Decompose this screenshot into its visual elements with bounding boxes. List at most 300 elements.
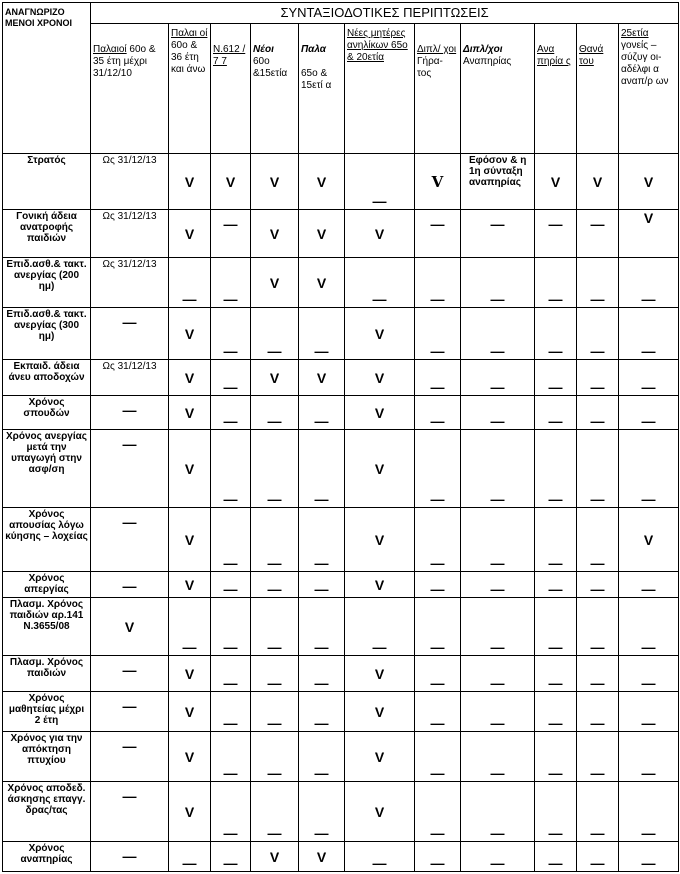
dash-mark: — — [223, 675, 238, 691]
check-cell — [169, 210, 211, 258]
dash-cell — [461, 308, 535, 360]
dash-mark: — — [548, 379, 563, 395]
col-header-main: Θανά του — [579, 44, 604, 67]
dash-mark: — — [548, 216, 563, 232]
dash-mark: — — [122, 848, 137, 864]
dash-mark: — — [490, 413, 505, 429]
check-cell — [577, 154, 619, 210]
dash-cell — [535, 572, 577, 598]
condition-note: Εφόσον & η 1η σύνταξη αναπηρίας — [469, 155, 527, 188]
dash-mark: — — [641, 675, 656, 691]
dash-mark: — — [490, 216, 505, 232]
dash-mark: — — [223, 855, 238, 871]
check-mark: V — [269, 173, 280, 190]
dash-cell — [461, 210, 535, 258]
dash-mark: — — [267, 581, 282, 597]
dash-mark: — — [430, 675, 445, 691]
dash-mark: — — [223, 581, 238, 597]
dash-cell — [535, 656, 577, 692]
dash-cell — [535, 430, 577, 508]
check-mark: V — [374, 803, 385, 820]
row-label: Επιδ.ασθ.& τακτ. ανεργίας (200 ημ) — [3, 258, 91, 308]
dash-mark: — — [267, 765, 282, 781]
dash-cell — [299, 598, 345, 656]
dash-mark: — — [641, 765, 656, 781]
dash-mark: — — [590, 413, 605, 429]
col-header-main: Διπλ/χοι — [463, 44, 503, 55]
col-header-main: Παλαι οί — [171, 28, 208, 39]
dash-mark: — — [430, 825, 445, 841]
table-row — [3, 656, 679, 692]
table-row — [3, 572, 679, 598]
dash-cell — [169, 842, 211, 872]
dash-mark: — — [122, 514, 137, 530]
dash-cell — [619, 782, 679, 842]
table-row — [3, 360, 679, 396]
dash-mark: — — [267, 715, 282, 731]
check-cell — [345, 656, 415, 692]
dash-mark: — — [641, 343, 656, 359]
col-header-old-65 — [299, 24, 345, 154]
col-header-sub: 65ο & 15ετί α — [301, 68, 332, 91]
dash-cell — [211, 508, 251, 572]
check-cell — [415, 154, 461, 210]
dash-mark: — — [223, 343, 238, 359]
table-row — [3, 782, 679, 842]
corner-label: ΑΝΑΓΝΩΡΙΖΟ ΜΕΝΟΙ ΧΡΟΝΟΙ — [3, 3, 91, 154]
dash-cell — [415, 598, 461, 656]
dash-cell — [535, 842, 577, 872]
check-mark: V — [316, 369, 327, 386]
dash-cell — [91, 396, 169, 430]
dash-mark: — — [590, 581, 605, 597]
dash-cell — [415, 692, 461, 732]
dash-mark: — — [641, 639, 656, 655]
dash-mark: — — [223, 216, 238, 232]
check-mark: V — [184, 703, 195, 720]
check-cell — [345, 508, 415, 572]
check-cell — [345, 572, 415, 598]
date-note: Ως 31/12/13 — [102, 211, 157, 222]
check-mark: V — [184, 665, 195, 682]
row-label: Στρατός — [3, 154, 91, 210]
dash-mark: — — [490, 379, 505, 395]
dash-mark: — — [267, 639, 282, 655]
dash-mark: — — [590, 765, 605, 781]
dash-mark: — — [223, 765, 238, 781]
dash-cell — [577, 782, 619, 842]
col-header-sub: 60ο & 35 έτη μέχρι 31/12/10 — [93, 44, 156, 79]
dash-mark: — — [122, 402, 137, 418]
dash-mark: — — [641, 491, 656, 507]
check-mark: V — [225, 173, 236, 190]
dash-mark: — — [590, 825, 605, 841]
check-mark: V — [269, 369, 280, 386]
dash-mark: — — [314, 639, 329, 655]
check-cell — [345, 430, 415, 508]
dash-mark: — — [490, 343, 505, 359]
check-cell — [345, 732, 415, 782]
dash-mark: — — [641, 825, 656, 841]
dash-cell — [415, 782, 461, 842]
condition-note-cell — [461, 154, 535, 210]
date-note: Ως 31/12/13 — [102, 361, 157, 372]
dash-cell — [415, 360, 461, 396]
check-mark: V — [316, 225, 327, 242]
dash-cell — [577, 692, 619, 732]
dash-cell — [299, 396, 345, 430]
check-cell — [619, 210, 679, 258]
dash-cell — [461, 360, 535, 396]
col-header-old-60-36 — [169, 24, 211, 154]
dash-mark: — — [641, 581, 656, 597]
dash-mark: — — [122, 738, 137, 754]
dash-cell — [577, 508, 619, 572]
dash-cell — [535, 598, 577, 656]
check-mark: V — [184, 325, 195, 342]
dash-cell — [619, 396, 679, 430]
dash-cell — [577, 842, 619, 872]
check-cell — [619, 154, 679, 210]
check-mark: V — [643, 531, 654, 548]
dash-cell — [211, 360, 251, 396]
dash-cell — [211, 572, 251, 598]
check-cell — [169, 656, 211, 692]
date-cell — [91, 360, 169, 396]
dash-mark: — — [267, 675, 282, 691]
dash-mark: — — [490, 855, 505, 871]
check-cell — [535, 154, 577, 210]
dash-mark: — — [548, 715, 563, 731]
col-header-sub: Γήρα- τος — [417, 56, 443, 79]
dash-mark: — — [430, 555, 445, 571]
dash-mark: — — [182, 639, 197, 655]
dash-cell — [211, 782, 251, 842]
dash-cell — [251, 692, 299, 732]
dash-cell — [345, 598, 415, 656]
table-row — [3, 258, 679, 308]
dash-cell — [415, 656, 461, 692]
dash-mark: — — [223, 555, 238, 571]
date-cell — [91, 154, 169, 210]
col-header-main: Παλα — [301, 44, 326, 55]
col-header-double-disability — [461, 24, 535, 154]
dash-cell — [577, 598, 619, 656]
check-mark: V — [184, 576, 195, 593]
dash-cell — [415, 430, 461, 508]
dash-cell — [91, 430, 169, 508]
dash-mark: — — [430, 715, 445, 731]
dash-cell — [461, 598, 535, 656]
dash-cell — [211, 210, 251, 258]
check-mark: V — [374, 665, 385, 682]
check-mark: V — [374, 531, 385, 548]
dash-cell — [577, 210, 619, 258]
dash-cell — [577, 396, 619, 430]
dash-mark: — — [430, 291, 445, 307]
check-mark: V — [269, 274, 280, 291]
dash-cell — [461, 692, 535, 732]
dash-mark: — — [490, 715, 505, 731]
dash-mark: — — [267, 491, 282, 507]
row-label: Πλασμ. Χρόνος παιδιών — [3, 656, 91, 692]
dash-mark: — — [548, 491, 563, 507]
check-cell — [345, 396, 415, 430]
dash-cell — [461, 258, 535, 308]
dash-cell — [619, 258, 679, 308]
row-label: Χρόνος μαθητείας μέχρι 2 έτη — [3, 692, 91, 732]
dash-cell — [169, 258, 211, 308]
check-mark: V — [184, 460, 195, 477]
dash-cell — [535, 308, 577, 360]
dash-mark: — — [314, 765, 329, 781]
row-label: Χρόνος ανεργίας μετά την υπαγωγή στην ασφ/ση — [3, 430, 91, 508]
date-note: Ως 31/12/13 — [102, 155, 157, 166]
col-header-main: Νέες μητέρες ανηλίκων 65ο & 20ετία — [347, 28, 408, 63]
dash-cell — [461, 396, 535, 430]
dash-mark: — — [641, 379, 656, 395]
dash-mark: — — [372, 855, 387, 871]
table-row — [3, 154, 679, 210]
table-row — [3, 396, 679, 430]
col-header-main: Ν.612 / 7 7 — [213, 44, 246, 67]
col-header-sub: Αναπηρίας — [463, 56, 512, 67]
dash-mark: — — [590, 675, 605, 691]
check-cell — [345, 360, 415, 396]
dash-cell — [415, 258, 461, 308]
col-header-new-mothers — [345, 24, 415, 154]
dash-cell — [461, 656, 535, 692]
dash-mark: — — [548, 413, 563, 429]
dash-cell — [211, 692, 251, 732]
dash-cell — [211, 732, 251, 782]
dash-mark: — — [641, 291, 656, 307]
check-mark: V — [431, 172, 444, 191]
date-cell — [91, 258, 169, 308]
table-row — [3, 508, 679, 572]
dash-cell — [345, 842, 415, 872]
check-mark: V — [269, 848, 280, 865]
table-row — [3, 732, 679, 782]
dash-cell — [251, 572, 299, 598]
table-row — [3, 598, 679, 656]
check-mark: V — [643, 173, 654, 190]
check-mark: V — [374, 703, 385, 720]
date-note: Ως 31/12/13 — [102, 259, 157, 270]
check-mark: V — [374, 325, 385, 342]
table-body — [3, 154, 679, 872]
col-header-death — [577, 24, 619, 154]
dash-cell — [91, 732, 169, 782]
dash-mark: — — [490, 639, 505, 655]
row-label: Χρόνος απεργίας — [3, 572, 91, 598]
dash-mark: — — [122, 578, 137, 594]
table-row — [3, 842, 679, 872]
check-cell — [345, 308, 415, 360]
dash-mark: — — [490, 291, 505, 307]
check-mark: V — [184, 748, 195, 765]
table-title: ΣΥΝΤΑΞΙΟΔΟΤΙΚΕΣ ΠΕΡΙΠΤΩΣΕΙΣ — [91, 3, 679, 24]
dash-mark: — — [314, 715, 329, 731]
check-cell — [345, 210, 415, 258]
dash-mark: — — [223, 491, 238, 507]
check-cell — [169, 692, 211, 732]
dash-cell — [211, 656, 251, 692]
dash-cell — [211, 258, 251, 308]
row-label: Χρόνος αναπηρίας — [3, 842, 91, 872]
dash-cell — [535, 692, 577, 732]
check-cell — [169, 732, 211, 782]
col-header-main: Νέοι — [253, 44, 274, 55]
dash-cell — [211, 842, 251, 872]
dash-cell — [415, 572, 461, 598]
dash-mark: — — [641, 715, 656, 731]
dash-mark: — — [590, 555, 605, 571]
dash-mark: — — [267, 555, 282, 571]
dash-cell — [211, 396, 251, 430]
dash-cell — [577, 258, 619, 308]
dash-mark: — — [490, 675, 505, 691]
check-cell — [251, 258, 299, 308]
check-cell — [251, 154, 299, 210]
dash-cell — [91, 692, 169, 732]
dash-cell — [345, 154, 415, 210]
dash-cell — [535, 508, 577, 572]
dash-cell — [415, 842, 461, 872]
dash-cell — [299, 656, 345, 692]
check-mark: V — [316, 274, 327, 291]
check-cell — [169, 396, 211, 430]
col-header-double-old-age — [415, 24, 461, 154]
check-cell — [299, 360, 345, 396]
check-cell — [211, 154, 251, 210]
dash-mark: — — [490, 581, 505, 597]
dash-cell — [619, 692, 679, 732]
dash-cell — [577, 572, 619, 598]
dash-mark: — — [430, 491, 445, 507]
dash-mark: — — [372, 193, 387, 209]
dash-cell — [91, 308, 169, 360]
dash-mark: — — [548, 291, 563, 307]
dash-mark: — — [430, 379, 445, 395]
dash-cell — [91, 782, 169, 842]
pension-cases-table — [2, 2, 679, 872]
check-cell — [169, 572, 211, 598]
dash-cell — [461, 842, 535, 872]
dash-mark: — — [223, 639, 238, 655]
dash-cell — [577, 732, 619, 782]
dash-cell — [251, 430, 299, 508]
check-mark: V — [374, 748, 385, 765]
check-cell — [251, 210, 299, 258]
check-mark: V — [184, 369, 195, 386]
check-cell — [345, 692, 415, 732]
dash-cell — [91, 656, 169, 692]
dash-cell — [211, 308, 251, 360]
check-mark: V — [269, 225, 280, 242]
dash-cell — [577, 360, 619, 396]
dash-cell — [577, 308, 619, 360]
dash-mark: — — [641, 855, 656, 871]
check-cell — [169, 154, 211, 210]
col-header-25-years — [619, 24, 679, 154]
dash-mark: — — [590, 343, 605, 359]
dash-mark: — — [267, 413, 282, 429]
check-cell — [169, 508, 211, 572]
col-header-main: Ανα πηρία ς — [537, 44, 571, 67]
dash-cell — [461, 782, 535, 842]
row-label: Γονική άδεια ανατροφής παιδιών — [3, 210, 91, 258]
dash-mark: — — [314, 491, 329, 507]
col-header-main: 25ετία — [621, 28, 649, 39]
dash-cell — [251, 308, 299, 360]
check-mark: V — [184, 225, 195, 242]
dash-mark: — — [430, 855, 445, 871]
table-row — [3, 308, 679, 360]
dash-cell — [211, 598, 251, 656]
col-header-main: Διπλ/ χοι — [417, 44, 457, 55]
check-cell — [251, 360, 299, 396]
dash-cell — [299, 572, 345, 598]
dash-cell — [415, 396, 461, 430]
dash-mark: — — [122, 788, 137, 804]
dash-cell — [251, 396, 299, 430]
check-cell — [251, 842, 299, 872]
check-mark: V — [184, 531, 195, 548]
dash-mark: — — [122, 436, 137, 452]
check-cell — [299, 210, 345, 258]
col-header-old-60-35 — [91, 24, 169, 154]
check-cell — [299, 258, 345, 308]
dash-mark: — — [590, 715, 605, 731]
dash-cell — [535, 396, 577, 430]
dash-cell — [461, 430, 535, 508]
dash-mark: — — [314, 343, 329, 359]
dash-mark: — — [314, 555, 329, 571]
dash-mark: — — [548, 581, 563, 597]
check-cell — [299, 154, 345, 210]
dash-mark: — — [430, 765, 445, 781]
check-mark: V — [643, 210, 654, 226]
dash-mark: — — [314, 581, 329, 597]
dash-mark: — — [548, 855, 563, 871]
row-label: Εκπαιδ. άδεια άνευ αποδοχών — [3, 360, 91, 396]
dash-cell — [299, 782, 345, 842]
dash-cell — [251, 732, 299, 782]
dash-cell — [251, 598, 299, 656]
dash-cell — [461, 732, 535, 782]
table-row — [3, 692, 679, 732]
dash-cell — [619, 430, 679, 508]
dash-cell — [299, 508, 345, 572]
dash-cell — [535, 360, 577, 396]
dash-mark: — — [223, 715, 238, 731]
dash-cell — [577, 656, 619, 692]
dash-cell — [91, 842, 169, 872]
dash-mark: — — [590, 291, 605, 307]
dash-cell — [535, 732, 577, 782]
dash-mark: — — [314, 413, 329, 429]
dash-mark: — — [430, 639, 445, 655]
dash-mark: — — [430, 216, 445, 232]
check-cell — [169, 360, 211, 396]
dash-cell — [91, 508, 169, 572]
check-mark: V — [316, 848, 327, 865]
dash-mark: — — [223, 291, 238, 307]
dash-cell — [535, 258, 577, 308]
dash-mark: — — [122, 314, 137, 330]
dash-cell — [619, 732, 679, 782]
